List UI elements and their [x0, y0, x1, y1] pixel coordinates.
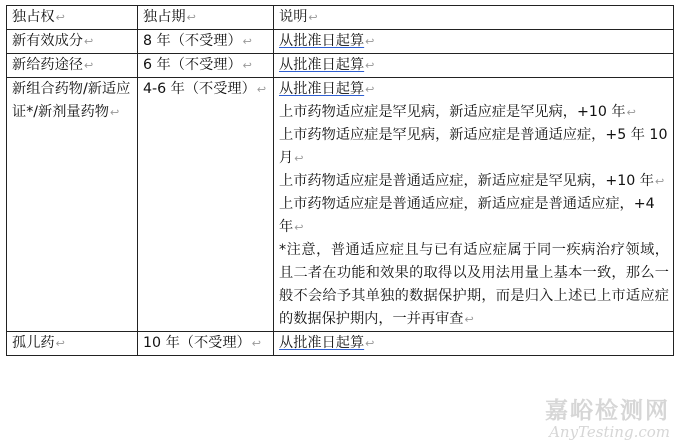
cell-end-mark: ↩	[55, 337, 65, 350]
header-cell-period: 独占期↩	[138, 6, 274, 30]
note-line: 上市药物适应症是普通适应症，新适应症是罕见病，+10 年↩	[279, 173, 665, 189]
note-line: 上市药物适应症是罕见病，新适应症是罕见病，+10 年↩	[279, 104, 636, 120]
table-row	[7, 78, 674, 332]
table-header-row	[7, 6, 674, 30]
cell-note	[274, 78, 674, 332]
cell-end-mark: ↩	[251, 337, 261, 350]
note-line: *注意，普通适应症且与已有适应症属于同一疾病治疗领域，且二者在功能和效果的取得以及用法用量上基本一致，那么一般不会给予其单独的数据保护期，而是归入上述已上市适应症的数据保护期内，一并再审查↩	[279, 242, 669, 327]
para-mark: ↩	[365, 83, 375, 96]
table-row	[7, 332, 674, 356]
cell-right: 新给药途径↩	[7, 54, 138, 78]
cell-end-mark: ↩	[464, 313, 474, 326]
cell-note: 从批准日起算↩	[274, 332, 674, 356]
header-cell-note: 说明↩	[274, 6, 674, 30]
para-mark: ↩	[294, 152, 304, 165]
cell-note: 从批准日起算↩	[274, 30, 674, 54]
cell-end-mark: ↩	[83, 35, 94, 48]
cell-note: 从批准日起算↩	[274, 54, 674, 78]
note-line: 上市药物适应症是普通适应症，新适应症是普通适应症，+4 年↩	[279, 196, 655, 235]
para-mark: ↩	[294, 221, 304, 234]
note-line: 上市药物适应症是罕见病，新适应症是普通适应症，+5 年 10 月↩	[279, 127, 668, 166]
cell-end-mark: ↩	[242, 35, 252, 48]
cell-end-mark: ↩	[186, 11, 196, 24]
cell-right: 新组合药物/新适应证*/新剂量药物↩	[7, 78, 138, 332]
note-line: 从批准日起算↩	[279, 81, 375, 97]
header-cell-right: 独占权↩	[7, 6, 138, 30]
watermark-en: AnyTesting.com	[549, 423, 670, 441]
cell-end-mark: ↩	[55, 11, 65, 24]
cell-period: 6 年（不受理）↩	[138, 54, 274, 78]
table-row	[7, 54, 674, 78]
para-mark: ↩	[626, 106, 636, 119]
cell-end-mark: ↩	[308, 11, 318, 24]
exclusivity-table	[6, 5, 674, 356]
cell-end-mark: ↩	[365, 35, 375, 48]
cell-end-mark: ↩	[83, 59, 94, 72]
cell-end-mark: ↩	[256, 83, 267, 96]
table-row	[7, 30, 674, 54]
cell-end-mark: ↩	[365, 59, 375, 72]
cell-period: 8 年（不受理）↩	[138, 30, 274, 54]
cell-end-mark: ↩	[110, 106, 120, 119]
cell-right: 新有效成分↩	[7, 30, 138, 54]
watermark-cn: 嘉峪检测网	[545, 398, 670, 424]
cell-right: 孤儿药↩	[7, 332, 138, 356]
cell-period: 4-6 年（不受理）↩	[138, 78, 274, 332]
para-mark: ↩	[654, 175, 665, 188]
watermark	[545, 398, 670, 440]
cell-end-mark: ↩	[242, 59, 252, 72]
cell-period: 10 年（不受理）↩	[138, 332, 274, 356]
cell-end-mark: ↩	[365, 337, 375, 350]
